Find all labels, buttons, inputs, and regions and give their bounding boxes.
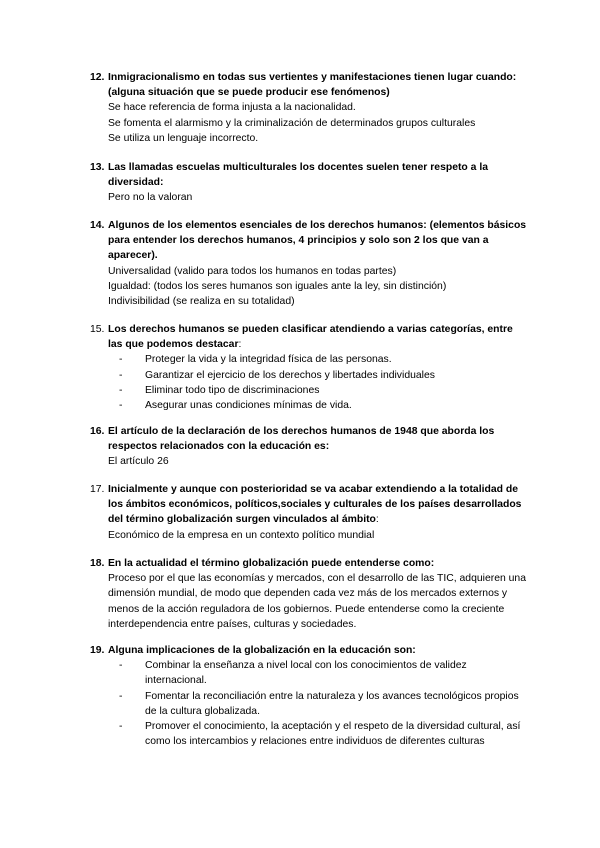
- question-title: [108, 482, 530, 528]
- question-title: Inmigracionalismo en todas sus vertientes y manifestaciones tienen lugar cuando: (alguna situación que se puede producir ese fenómenos): [108, 72, 517, 99]
- question-17: [90, 482, 530, 543]
- question-title: El artículo de la declaración de los derechos humanos de 1948 que aborda los respectos relacionados con la educación es:: [108, 426, 495, 453]
- list-item: [108, 689, 530, 719]
- question-title-text: Inicialmente y aunque con posterioridad se va acabar extendiendo a la totalidad de los ámbitos económicos, políticos,sociales y culturales de los países desarrollados del término globalización surgen vinculados al ámbito: [108, 484, 522, 526]
- answer-line: Se fomenta el alarmismo y la criminalización de determinados grupos culturales: [108, 117, 476, 129]
- list-item-text: Promover el conocimiento, la aceptación y el respeto de la diversidad cultural, así como los intercambios y relaciones entre individuos de diferentes culturas: [145, 721, 521, 748]
- list-item-text: Combinar la enseñanza a nivel local con los conocimientos de validez internacional.: [145, 660, 467, 687]
- question-title: Alguna implicaciones de la globalización en la educación son:: [108, 645, 416, 656]
- answer-line: El artículo 26: [108, 456, 169, 468]
- answer-line: Igualdad: (todos los seres humanos son iguales ante la ley, sin distinción): [108, 280, 447, 292]
- list-item-text: Asegurar unas condiciones mínimas de vida.: [145, 400, 352, 412]
- list-item-text: Eliminar todo tipo de discriminaciones: [145, 384, 320, 396]
- bullet-dash: -: [119, 660, 123, 672]
- question-18: [90, 556, 530, 632]
- list-item: [108, 658, 530, 688]
- question-number: 12.: [90, 72, 105, 83]
- question-number: 17.: [90, 484, 105, 495]
- list-item: [108, 719, 530, 749]
- question-title-text: Los derechos humanos se pueden clasificar atendiendo a varias categorías, entre las que podemos destacar: [108, 324, 513, 351]
- list-item-text: Garantizar el ejercicio de los derechos y libertades individuales: [145, 369, 435, 381]
- question-16: [90, 424, 530, 470]
- question-15: [90, 322, 530, 413]
- question-title: En la actualidad el término globalización puede entenderse como:: [108, 558, 435, 569]
- answer-line: Indivisibilidad (se realiza en su totalidad): [108, 296, 295, 308]
- question-number: 19.: [90, 645, 105, 656]
- question-number: 13.: [90, 162, 105, 173]
- bullet-list: [108, 658, 530, 749]
- bullet-dash: -: [119, 369, 123, 381]
- list-item: [108, 352, 530, 367]
- bullet-dash: -: [119, 354, 123, 366]
- answer-line: Económico de la empresa en un contexto político mundial: [108, 529, 375, 541]
- question-13: [90, 160, 530, 206]
- question-number: 16.: [90, 426, 105, 437]
- title-suffix: :: [375, 514, 379, 526]
- answer-line: Se utiliza un lenguaje incorrecto.: [108, 132, 259, 144]
- answer-line: Se hace referencia de forma injusta a la nacionalidad.: [108, 102, 356, 114]
- list-item: [108, 398, 530, 413]
- bullet-list: [108, 352, 530, 413]
- answer-line: Pero no la valoran: [108, 192, 193, 204]
- question-number: 18.: [90, 558, 105, 569]
- bullet-dash: -: [119, 400, 123, 412]
- question-title: [108, 322, 530, 352]
- question-number: 14.: [90, 220, 105, 231]
- bullet-dash: -: [119, 384, 123, 396]
- list-item-text: Fomentar la reconciliación entre la naturaleza y los avances tecnológicos propios de la cultura globalizada.: [145, 690, 519, 717]
- list-item-text: Proteger la vida y la integridad física de las personas.: [145, 354, 392, 366]
- bullet-dash: -: [119, 721, 123, 733]
- title-suffix: :: [238, 339, 242, 351]
- answer-paragraph: Proceso por el que las economías y mercados, con el desarrollo de las TIC, adquieren una dimensión mundial, de modo que dependen cada vez más de los mercados externos y menos de la acción reguladora de los gobiernos. Puede entenderse como la creciente interdependencia entre países, culturas y sociedades.: [108, 573, 526, 630]
- question-title: Las llamadas escuelas multiculturales los docentes suelen tener respeto a la diversidad:: [108, 162, 488, 189]
- question-12: [90, 70, 530, 146]
- question-number: 15.: [90, 324, 105, 335]
- question-14: [90, 218, 530, 309]
- question-19: [90, 643, 530, 749]
- bullet-dash: -: [119, 690, 123, 702]
- list-item: [108, 383, 530, 398]
- list-item: [108, 368, 530, 383]
- answer-line: Universalidad (valido para todos los humanos en todas partes): [108, 265, 397, 277]
- question-title: Algunos de los elementos esenciales de los derechos humanos: (elementos básicos para entender los derechos humanos, 4 principios y solo son 2 los que van a aparecer).: [108, 220, 527, 262]
